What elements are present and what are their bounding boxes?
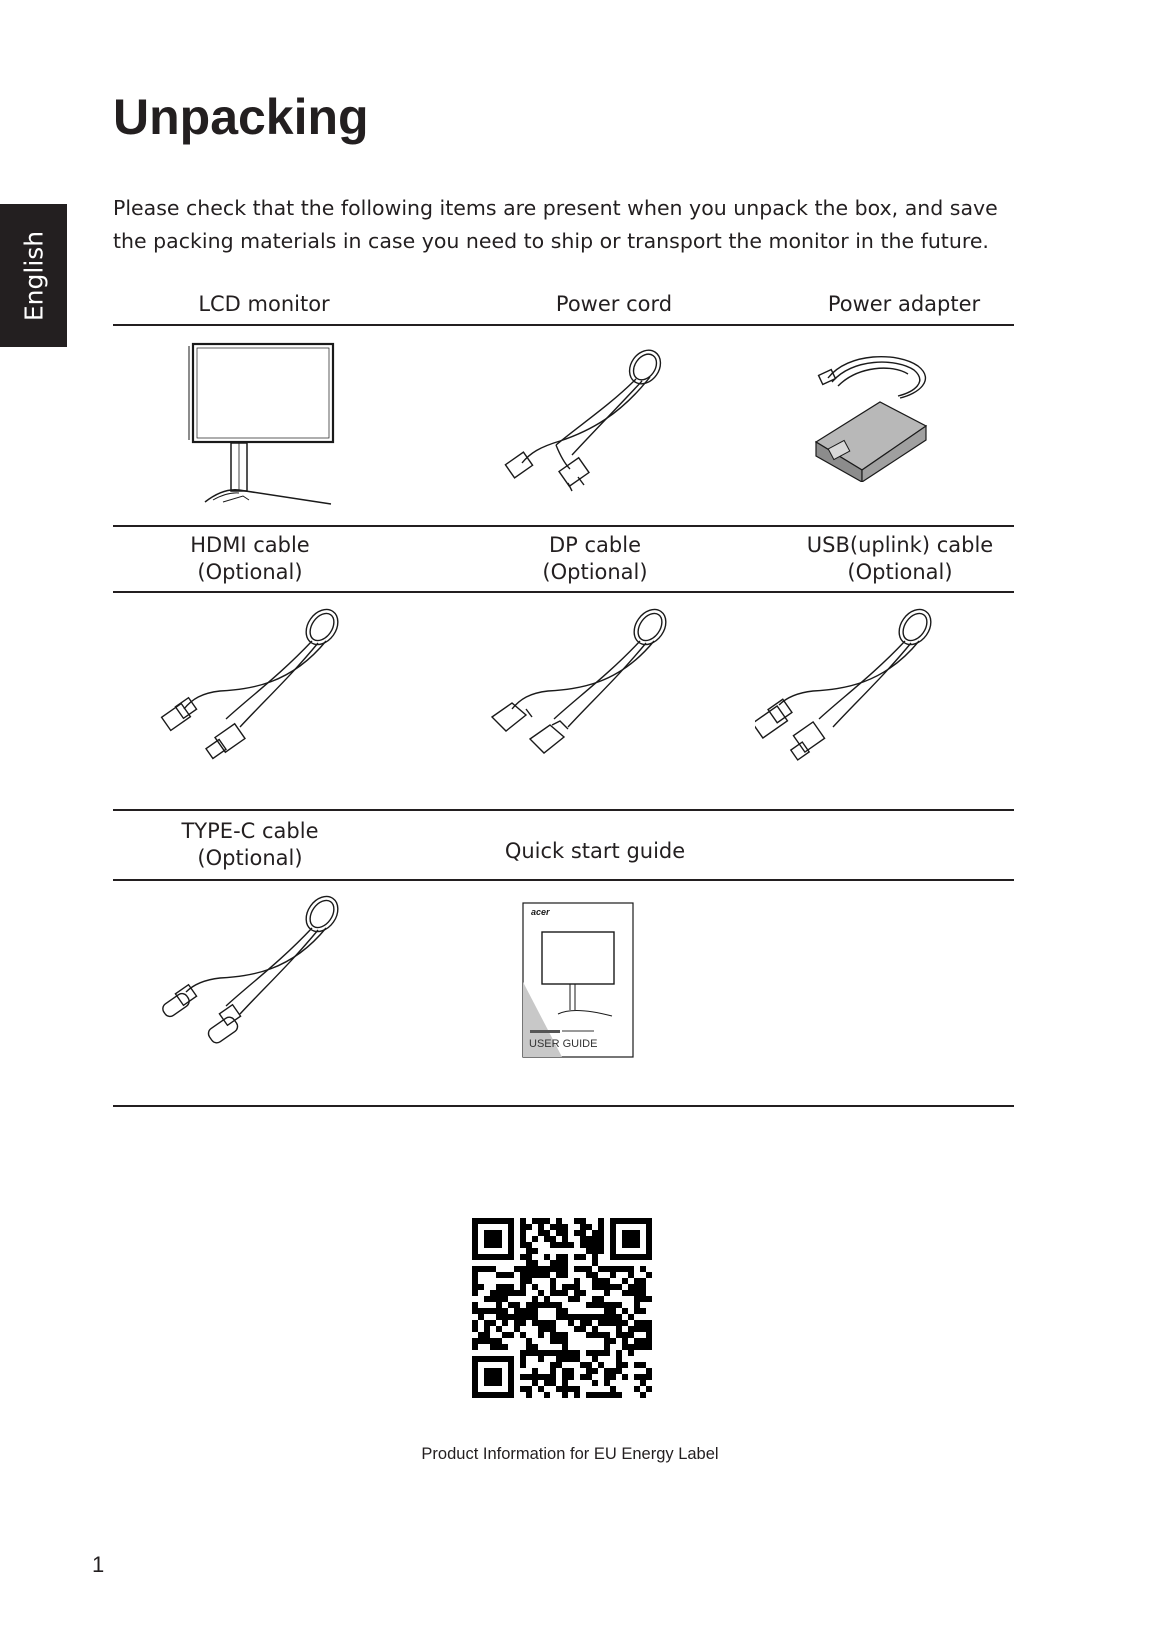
table-rule	[113, 324, 1014, 326]
hdmi-cable-icon	[160, 605, 350, 765]
usb-cable-icon	[755, 605, 945, 765]
item-label-quick-start-guide: Quick start guide	[504, 839, 686, 863]
item-label-type-c-cable: TYPE-C cable (Optional)	[181, 819, 319, 870]
intro-paragraph: Please check that the following items are present when you unpack the box, and save the packing materials in case you need to ship or transport the monitor in the future.	[113, 196, 998, 253]
item-label-power-adapter: Power adapter	[827, 292, 981, 316]
item-label-lcd-monitor: LCD monitor	[198, 292, 330, 316]
type-c-cable-icon	[160, 892, 350, 1052]
table-rule	[113, 879, 1014, 881]
language-tab-label: English	[19, 230, 48, 321]
qr-caption: Product Information for EU Energy Label	[421, 1445, 719, 1463]
item-label-hdmi-cable: HDMI cable (Optional)	[190, 533, 310, 584]
dp-cable-icon	[490, 605, 680, 765]
language-tab	[0, 204, 67, 347]
lcd-monitor-icon	[183, 340, 343, 510]
table-rule	[113, 591, 1014, 593]
power-adapter-icon	[808, 352, 948, 482]
table-rule	[113, 809, 1014, 811]
guide-cover-heading: USER GUIDE	[529, 1038, 598, 1050]
power-cord-icon	[500, 345, 680, 495]
quick-start-guide-icon	[522, 902, 634, 1058]
item-label-usb-uplink-cable: USB(uplink) cable (Optional)	[806, 533, 994, 584]
qr-code[interactable]	[472, 1218, 652, 1398]
page-title: Unpacking	[113, 89, 369, 145]
item-label-power-cord: Power cord	[555, 292, 673, 316]
item-label-dp-cable: DP cable (Optional)	[542, 533, 648, 584]
table-rule	[113, 1105, 1014, 1107]
table-rule	[113, 525, 1014, 527]
guide-brand-logo: acer	[531, 907, 550, 917]
page-number: 1	[92, 1552, 105, 1577]
